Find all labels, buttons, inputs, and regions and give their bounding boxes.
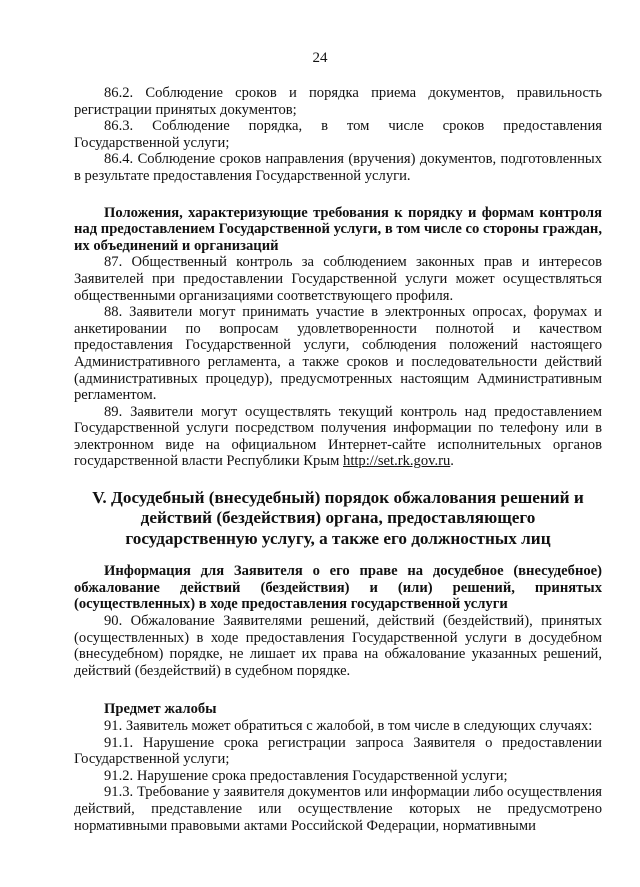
spacer — [74, 679, 602, 701]
paragraph-89 — [74, 404, 602, 470]
paragraph-88: 88. Заявители могут принимать участие в электронных опросах, форумах и анкетировании по вопросам удовлетворенности полнотой и качеством предоставления Государственной услуги, соблюдения положений настоящего Административного регламента, а также сроков и последовательности действий (административных процедур), предусмотренных настоящим Административным регламентом. — [74, 304, 602, 404]
page-number: 24 — [312, 50, 328, 66]
spacer — [74, 549, 602, 563]
page-content — [74, 85, 602, 834]
spacer — [74, 185, 602, 205]
section-v-title: V. Досудебный (внесудебный) порядок обжалования решений и действий (бездействия) органа, предоставляющего государственную услугу, а также его должностных лиц — [92, 488, 584, 548]
paragraph-91: 91. Заявитель может обратиться с жалобой, в том числе в следующих случаях: — [104, 718, 593, 735]
paragraph-89-end: . — [450, 453, 454, 470]
rk-gov-link[interactable]: http://set.rk.gov.ru — [343, 453, 451, 470]
paragraph-86-4: 86.4. Соблюдение сроков направления (вручения) документов, подготовленных в результате предоставления Государственной услуги. — [74, 151, 602, 184]
spacer — [74, 470, 602, 488]
heading-control-requirements: Положения, характеризующие требования к порядку и формам контроля над предоставлением Государственной услуги, в том числе со стороны граждан, их объединений и организаций — [74, 204, 602, 254]
paragraph-87: 87. Общественный контроль за соблюдением законных прав и интересов Заявителей при предоставлении Государственной услуги может осуществляться общественными организациями соответствующего профиля. — [74, 254, 602, 304]
paragraph-89-text: 89. Заявители могут осуществлять текущий контроль над предоставлением Государственной услуги посредством получения информации по телефону или в электронном виде на официальном Интернет-сайте исполнительных органов государственной власти Республики Крым — [74, 403, 602, 470]
paragraph-86-3: 86.3. Соблюдение порядка, в том числе сроков предоставления Государственной услуги; — [74, 118, 602, 151]
heading-appeal-right: Информация для Заявителя о его праве на досудебное (внесудебное) обжалование действий (бездействия) и (или) решений, принятых (осуществленных) в ходе предоставления государственной услуги — [74, 563, 602, 613]
paragraph-91-2: 91.2. Нарушение срока предоставления Государственной услуги; — [104, 767, 508, 784]
paragraph-90: 90. Обжалование Заявителями решений, действий (бездействий), принятых (осуществленных) в ходе предоставления Государственной услуги в досудебном (внесудебном) порядке, не лишает их права на обжалование указанных решений, действий (бездействий) в судебном порядке. — [74, 613, 602, 679]
paragraph-91-1: 91.1. Нарушение срока регистрации запроса Заявителя о предоставлении Государственной услуги; — [74, 734, 602, 768]
heading-complaint-subject: Предмет жалобы — [104, 701, 217, 718]
paragraph-91-3: 91.3. Требование у заявителя документов или информации либо осуществления действий, представление или осуществление которых не предусмотрено нормативными правовыми актами Российской Федерации, нормативными — [74, 784, 602, 834]
paragraph-86-2: 86.2. Соблюдение сроков и порядка приема документов, правильность регистрации принятых документов; — [74, 85, 602, 118]
